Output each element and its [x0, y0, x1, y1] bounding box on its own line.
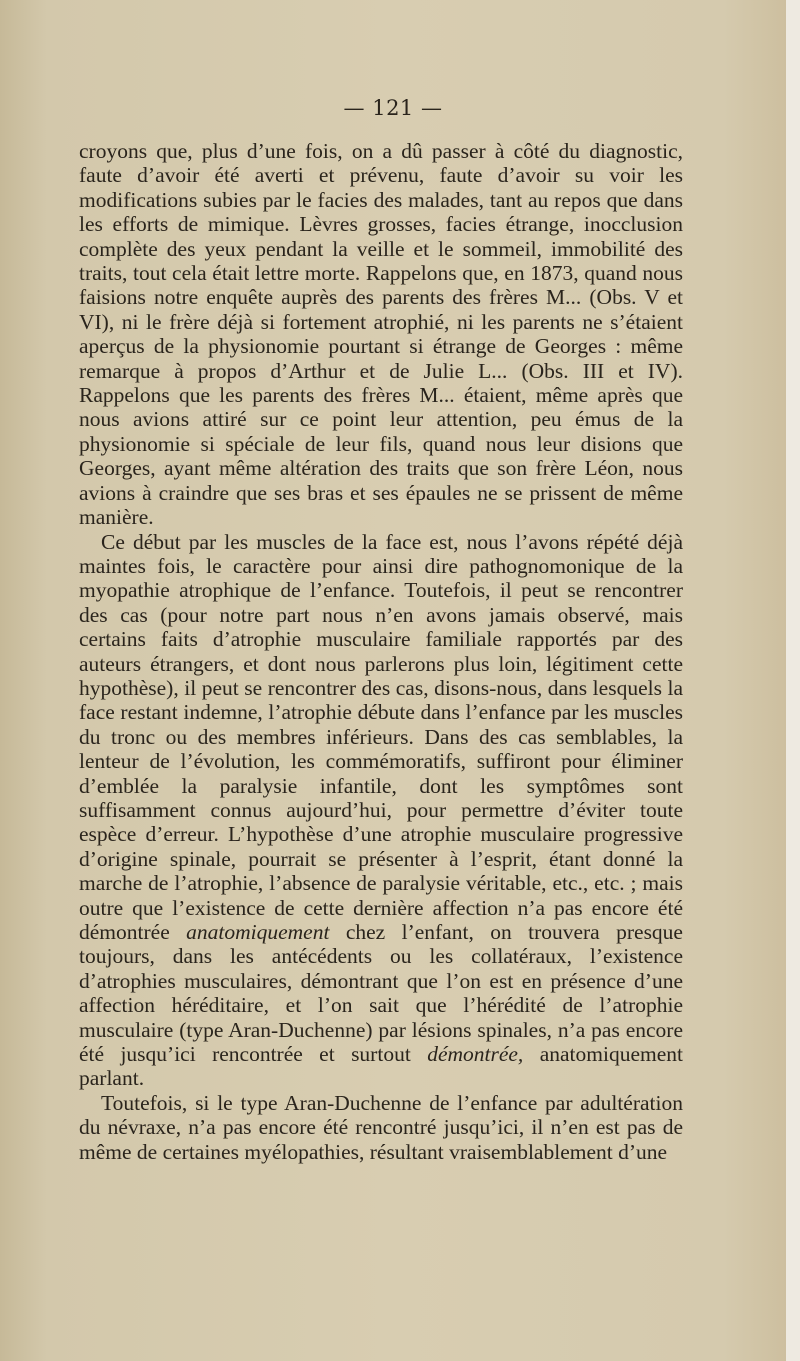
paragraph-2-text-b: chez l’enfant, on trouvera presque toujours, dans les antécédents ou les collatéraux, l’existence d’atrophies musculaires, démontrant que l’on est en présence d’une affection héréditaire, et l’on sait que l’hérédité de l’atrophie musculaire (type Aran-Duchenne) par lésions spinales, n’a pas encore été jusqu’ici rencontrée et surtout — [79, 920, 683, 1067]
italic-emphasis: anatomiquement — [186, 920, 330, 944]
paragraph-3-text: Toutefois, si le type Aran-Duchenne de l’enfance par adultération du névraxe, n’a pas encore été rencontré jusqu’ici, il n’en est pas de même de certaines myélopathies, résultant vraisemblablement d’une — [79, 1090, 683, 1164]
paragraph-2-text-a: Ce début par les muscles de la face est, nous l’avons répété déjà maintes fois, le caractère pour ainsi dire pathognomonique de la myopathie atrophique de l’enfance. Toutefois, il peut se rencontrer des cas (pour notre part nous n’en avons jamais observé, mais certains faits d’atrophie musculaire familiale rapportés par des auteurs étrangers, et dont nous parlerons plus loin, légitiment cette hypothèse), il peut se rencontrer des cas, disons-nous, dans lesquels la face restant indemne, l’atrophie débute dans l’enfance par les muscles du tronc ou des membres inférieurs. Dans des cas semblables, la lenteur de l’évolution, les commémoratifs, suffiront pour éliminer d’emblée la paralysie infantile, dont les symptômes sont suffisamment connus aujourd’hui, pour permettre d’éviter toute espèce d’erreur. L’hypothèse d’une atrophie musculaire progressive d’origine spinale, pourrait se présenter à l’esprit, étant donné la marche de l’atrophie, l’absence de paralysie véritable, etc., etc. ; mais outre que l’existence de cette dernière affection n’a pas encore été démontrée — [79, 529, 683, 944]
paragraph-1 — [79, 139, 683, 530]
page-number: — 121 — — [343, 96, 443, 120]
paragraph-3 — [79, 1091, 683, 1164]
body-text — [79, 139, 683, 1164]
paragraph-1-text: croyons que, plus d’une fois, on a dû passer à côté du diagnostic, faute d’avoir été averti et prévenu, faute d’avoir su voir les modifications subies par le facies des malades, tant au repos que dans les efforts de mimique. Lèvres grosses, facies étrange, inocclusion complète des yeux pendant la veille et le sommeil, immobilité des traits, tout cela était lettre morte. Rappelons que, en 1873, quand nous faisions notre enquête auprès des parents des frères M... (Obs. V et VI), ni le frère déjà si fortement atrophié, ni les parents ne s’étaient aperçus de la physionomie pourtant si étrange de Georges : même remarque à propos d’Arthur et de Julie L... (Obs. III et IV). Rappelons que les parents des frères M... étaient, même après que nous avions attiré sur ce point leur attention, peu émus de la physionomie si spéciale de leur fils, quand nous leur disions que Georges, ayant même altération des traits que son frère Léon, nous avions à craindre que ses bras et ses épaules ne se prissent de même manière. — [79, 139, 683, 530]
italic-emphasis: démontrée, — [427, 1042, 524, 1067]
scan-margin — [786, 0, 800, 1361]
paragraph-2 — [79, 530, 683, 1091]
paragraph-2-text-c: anatomiquement parlant. — [79, 1042, 683, 1091]
